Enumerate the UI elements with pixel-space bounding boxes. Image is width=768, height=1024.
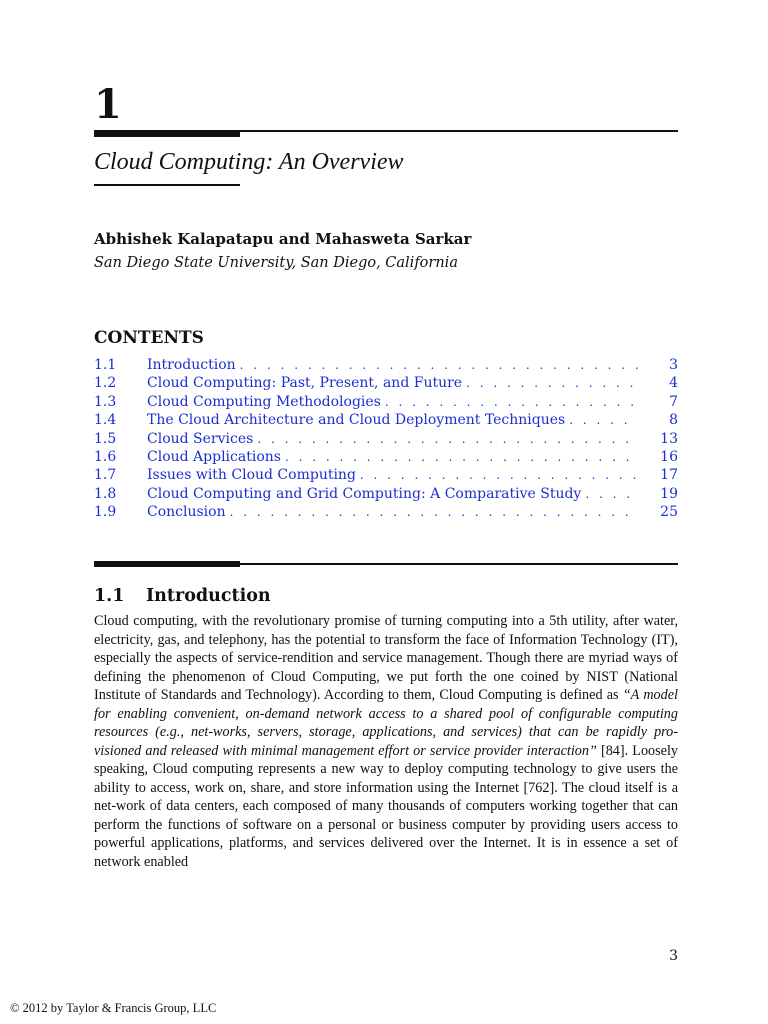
section-rule-accent: [94, 561, 240, 567]
toc-item-number: 1.4: [94, 412, 117, 429]
toc-leader-dots: [240, 356, 638, 374]
toc-item[interactable]: [94, 411, 678, 429]
toc-item-title[interactable]: Cloud Computing Methodologies: [147, 393, 381, 410]
authors: Abhishek Kalapatapu and Mahasweta Sarkar: [94, 230, 472, 248]
toc-item[interactable]: [94, 374, 678, 392]
page-number: 3: [669, 948, 678, 964]
toc-item-title[interactable]: Cloud Computing and Grid Computing: A Comparative Study: [147, 485, 582, 502]
toc-item-number: 1.8: [94, 485, 117, 502]
toc-item-title[interactable]: Cloud Computing: Past, Present, and Future: [147, 375, 463, 392]
toc-leader-dots: [569, 411, 638, 429]
toc-item-page[interactable]: 3: [669, 357, 678, 373]
toc-item-page[interactable]: 4: [669, 375, 678, 392]
chapter-title: Cloud Computing: An Overview: [94, 149, 404, 175]
chapter-title-underline: [94, 184, 240, 186]
contents-heading: CONTENTS: [94, 328, 204, 348]
toc-leader-dots: [466, 374, 638, 392]
toc-item-title[interactable]: Cloud Services: [147, 430, 254, 447]
toc-item-page[interactable]: 7: [669, 393, 678, 410]
toc-item-page[interactable]: 17: [660, 467, 678, 484]
body-paragraph: [94, 612, 678, 871]
toc-leader-dots: [257, 430, 638, 448]
toc-item[interactable]: [94, 430, 678, 448]
toc-leader-dots: [285, 448, 638, 466]
toc-item-page[interactable]: 8: [669, 412, 678, 429]
body-text-part2: [84]. Loosely speaking, Cloud computing represents a new way to deploy computing technology to give users the ability to access, work on, share, and store information using the Internet [762]. The cloud itself is a net-work of data centers, each composed of many thousands of computers working together that can perform the functions of software on a personal or business computer by providing users access to powerful applications, platforms, and services delivered over the Internet. It is in essence a set of network enabled: [94, 742, 678, 870]
toc-leader-dots: [360, 466, 638, 484]
toc-item[interactable]: [94, 466, 678, 484]
toc-item[interactable]: [94, 485, 678, 503]
affiliation: San Diego State University, San Diego, California: [94, 255, 458, 271]
body-text-part1: Cloud computing, with the revolutionary promise of turning computing into a 5th utility, after water, electricity, gas, and telephony, has the potential to transform the face of Information Technology (IT), especially the aspects of service-rendition and service management. Though there are myriad ways of defining the phenomenon of Cloud Computing, we put forth the one coined by NIST (National Institute of Standards and Technology). According to them, Cloud Computing is defined as: [94, 613, 678, 703]
toc-item[interactable]: [94, 356, 678, 374]
section-title: Introduction: [146, 586, 271, 606]
copyright-footer: © 2012 by Taylor & Francis Group, LLC: [10, 1001, 217, 1015]
toc-item-title[interactable]: Conclusion: [147, 504, 226, 521]
toc-item-number: 1.2: [94, 375, 117, 392]
toc-item-page[interactable]: 16: [660, 448, 678, 465]
toc-leader-dots: [585, 485, 638, 503]
chapter-rule-accent: [94, 130, 240, 137]
toc-leader-dots: [385, 393, 638, 411]
toc-item-page[interactable]: 25: [660, 504, 678, 521]
toc-item-number: 1.3: [94, 393, 117, 410]
toc-item-page[interactable]: 19: [660, 485, 678, 502]
toc-item-title[interactable]: Cloud Applications: [147, 448, 281, 465]
toc-item-number: 1.9: [94, 504, 117, 521]
toc-item[interactable]: [94, 448, 678, 466]
chapter-number: 1: [94, 81, 122, 128]
table-of-contents: [94, 356, 678, 522]
section-heading: [94, 584, 271, 608]
toc-item-page[interactable]: 13: [660, 430, 678, 447]
toc-item[interactable]: [94, 393, 678, 411]
toc-item-number: 1.1: [94, 357, 117, 373]
toc-item[interactable]: [94, 503, 678, 521]
toc-item-number: 1.7: [94, 467, 117, 484]
toc-item-title[interactable]: Issues with Cloud Computing: [147, 467, 356, 484]
nist-definition-quote: “A model for enabling convenient, on-demand network access to a shared pool of configurable computing resources (e.g., net-works, servers, storage, applications, and services) that can be rapidly pro-visioned and released with minimal management effort or service provider interaction”: [94, 687, 678, 759]
section-number: 1.1: [94, 586, 125, 606]
toc-item-title[interactable]: The Cloud Architecture and Cloud Deployment Techniques: [147, 412, 566, 429]
toc-item-title[interactable]: Introduction: [147, 357, 236, 373]
toc-leader-dots: [230, 503, 638, 521]
toc-item-number: 1.5: [94, 430, 117, 447]
toc-item-number: 1.6: [94, 448, 117, 465]
